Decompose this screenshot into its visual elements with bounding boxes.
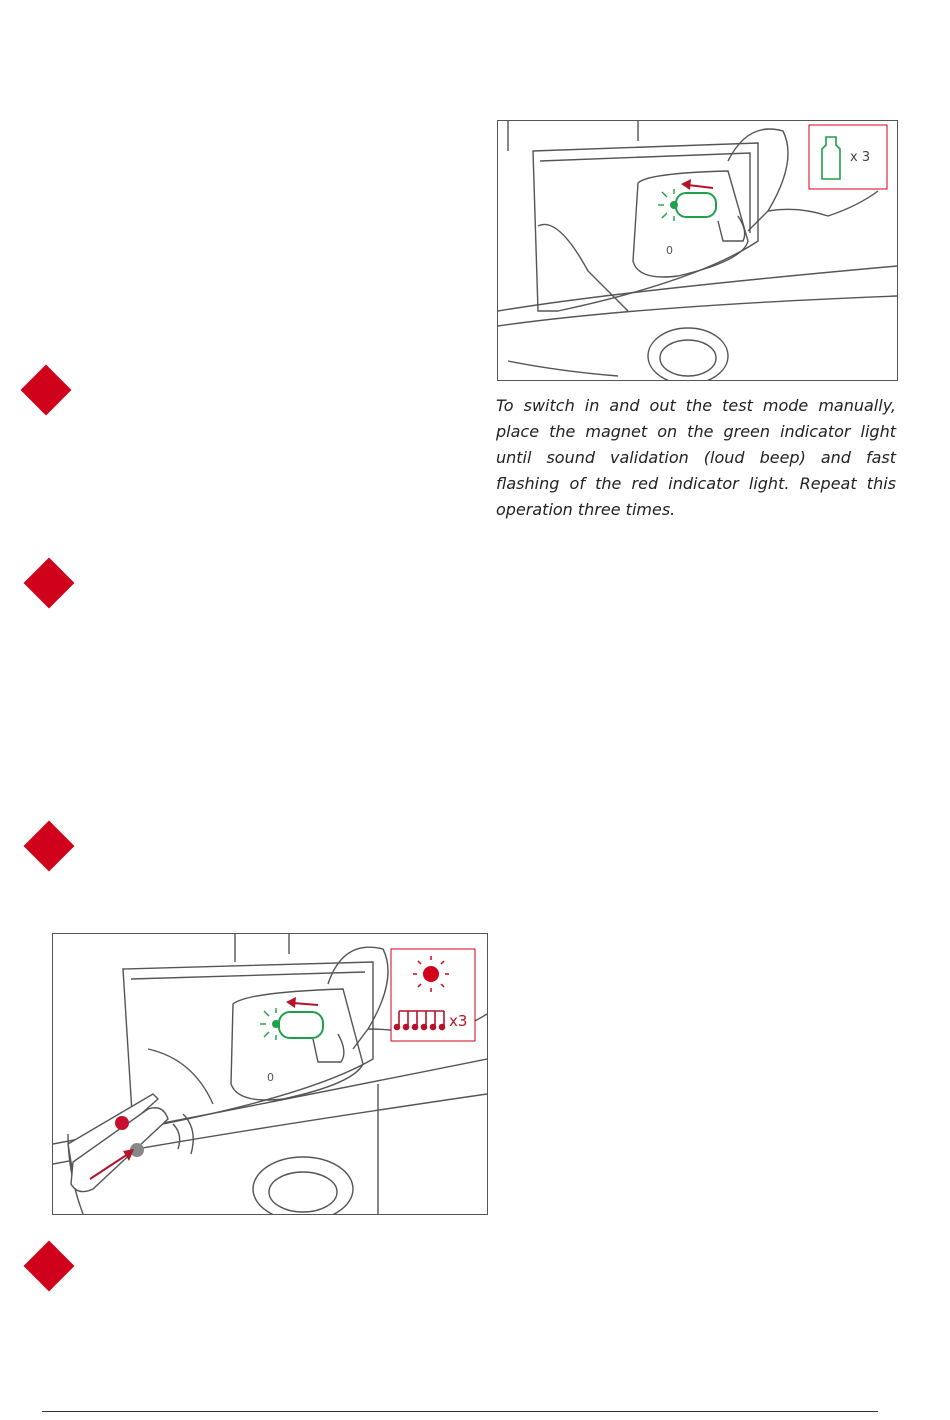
figure-caption: To switch in and out the test mode manually, place the magnet on the green indicator light until sound validation (loud beep) and fast flashing of the red indicator light. Repeat this operation three times.: [496, 396, 896, 519]
inset-repeat-label: x3: [449, 1012, 468, 1030]
panel-digit: 0: [267, 1071, 274, 1084]
illustration-magnet-beep-validation: [52, 933, 488, 1215]
section-marker-4: [24, 1241, 75, 1292]
section-marker-2: [24, 558, 75, 609]
inset-repeat-label: x 3: [850, 150, 871, 165]
section-marker-1: [21, 365, 72, 416]
panel-digit: 0: [666, 244, 673, 257]
section-marker-3: [24, 821, 75, 872]
illustration-magnet-test-mode: [497, 120, 898, 381]
footer-rule: [42, 1411, 878, 1412]
